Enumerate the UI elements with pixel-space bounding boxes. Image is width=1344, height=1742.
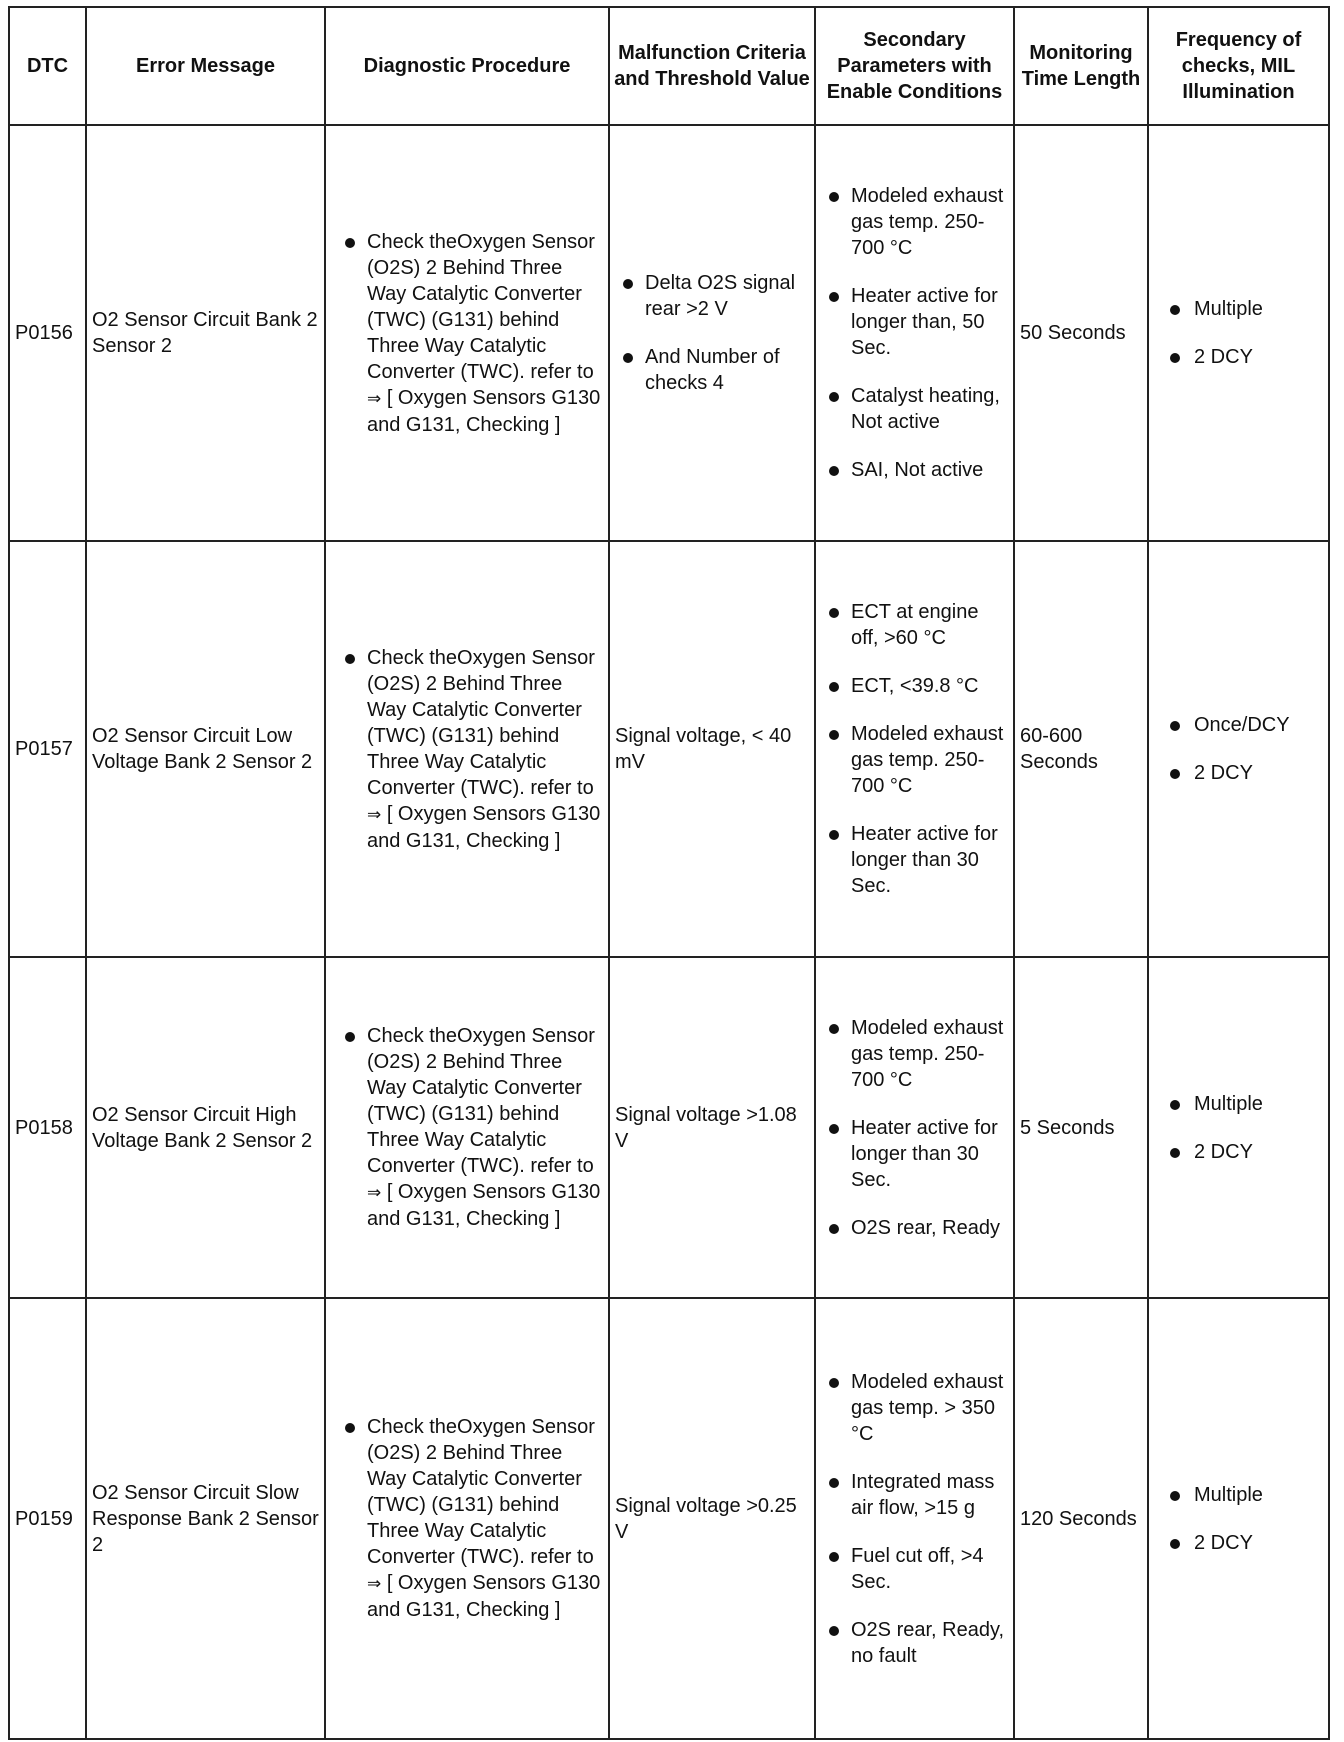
list-item	[331, 645, 603, 854]
secondary-parameters	[815, 1298, 1014, 1739]
malfunction-criteria: Signal voltage >0.25 V	[609, 1298, 815, 1739]
secondary-item: Modeled exhaust gas temp. 250-700 °C	[851, 185, 1004, 259]
procedure-link-text: [ Oxygen Sensors G130 and G131, Checking ]	[367, 1181, 601, 1230]
error-message: O2 Sensor Circuit Low Voltage Bank 2 Sensor 2	[86, 541, 325, 957]
secondary-item: Heater active for longer than 30 Sec.	[851, 823, 998, 897]
list-item	[821, 1015, 1008, 1093]
dtc-table	[8, 6, 1330, 1740]
list-item	[821, 1469, 1008, 1521]
secondary-item: Modeled exhaust gas temp. 250-700 °C	[851, 723, 1004, 797]
bullet-icon	[1170, 721, 1180, 731]
bullet-icon	[829, 192, 839, 202]
frequency	[1148, 541, 1329, 957]
bullet-icon	[1170, 1491, 1180, 1501]
header-monitoring-time: Monitoring Time Length	[1014, 7, 1148, 125]
secondary-item: Modeled exhaust gas temp. > 350 °C	[851, 1370, 1004, 1445]
arrow-icon: ⇒	[367, 388, 382, 409]
bullet-icon	[345, 1032, 355, 1042]
bullet-icon	[345, 654, 355, 664]
list-item	[821, 183, 1008, 261]
list-item	[821, 283, 1008, 361]
list-item	[1154, 296, 1323, 322]
bullet-icon	[1170, 305, 1180, 315]
frequency-item: 2 DCY	[1194, 762, 1253, 784]
malfunction-criteria: Signal voltage >1.08 V	[609, 957, 815, 1298]
list-item	[821, 821, 1008, 899]
bullet-icon	[829, 1478, 839, 1488]
secondary-item: O2S rear, Ready, no fault	[851, 1618, 1005, 1667]
frequency-item: 2 DCY	[1194, 1140, 1253, 1163]
bullet-icon	[1170, 1100, 1180, 1110]
secondary-item: ECT, <39.8 °C	[851, 675, 979, 697]
list-item	[1154, 1530, 1323, 1556]
diagnostic-procedure	[325, 125, 609, 541]
error-message: O2 Sensor Circuit Slow Response Bank 2 Sensor 2	[86, 1298, 325, 1739]
procedure-link-text: [ Oxygen Sensors G130 and G131, Checking ]	[367, 1572, 601, 1621]
bullet-icon	[829, 466, 839, 476]
list-item	[821, 673, 1008, 699]
dtc-code: P0156	[9, 125, 86, 541]
table-row	[9, 957, 1329, 1298]
secondary-item: ECT at engine off, >60 °C	[851, 601, 979, 649]
header-dtc: DTC	[9, 7, 86, 125]
secondary-parameters	[815, 541, 1014, 957]
procedure-text: Check theOxygen Sensor (O2S) 2 Behind Three Way Catalytic Converter (TWC) (G131) behind Three Way Catalytic Converter (TWC). refer to	[367, 1416, 595, 1568]
header-malfunction-criteria: Malfunction Criteria and Threshold Value	[609, 7, 815, 125]
bullet-icon	[829, 682, 839, 692]
arrow-icon: ⇒	[367, 1574, 382, 1594]
list-item	[821, 1543, 1008, 1595]
frequency	[1148, 957, 1329, 1298]
bullet-icon	[829, 1124, 839, 1134]
bullet-icon	[829, 830, 839, 840]
secondary-parameters	[815, 957, 1014, 1298]
procedure-link-text: [ Oxygen Sensors G130 and G131, Checking ]	[367, 386, 601, 436]
frequency-item: Multiple	[1194, 1483, 1263, 1506]
bullet-icon	[345, 1423, 355, 1433]
list-item	[1154, 1482, 1323, 1508]
list-item	[821, 383, 1008, 435]
monitoring-time: 120 Seconds	[1014, 1298, 1148, 1739]
procedure-text: Check theOxygen Sensor (O2S) 2 Behind Three Way Catalytic Converter (TWC) (G131) behind Three Way Catalytic Converter (TWC). refer to	[367, 646, 595, 799]
table-row	[9, 125, 1329, 541]
bullet-icon	[1170, 1539, 1180, 1549]
frequency-item: Once/DCY	[1194, 714, 1290, 736]
error-message: O2 Sensor Circuit Bank 2 Sensor 2	[86, 125, 325, 541]
secondary-item: Modeled exhaust gas temp. 250-700 °C	[851, 1016, 1004, 1091]
bullet-icon	[829, 730, 839, 740]
frequency	[1148, 125, 1329, 541]
bullet-icon	[1170, 1148, 1180, 1158]
dtc-code: P0157	[9, 541, 86, 957]
list-item	[331, 1414, 603, 1623]
secondary-item: Heater active for longer than, 50 Sec.	[851, 285, 998, 359]
list-item	[1154, 1139, 1323, 1165]
list-item	[1154, 760, 1323, 786]
list-item	[821, 457, 1008, 483]
dtc-code: P0159	[9, 1298, 86, 1739]
list-item	[615, 344, 809, 396]
arrow-icon: ⇒	[367, 804, 382, 825]
monitoring-time: 60-600 Seconds	[1014, 541, 1148, 957]
secondary-item: Integrated mass air flow, >15 g	[851, 1470, 995, 1519]
criteria-item: And Number of checks 4	[645, 346, 780, 394]
list-item	[821, 599, 1008, 651]
list-item	[1154, 712, 1323, 738]
bullet-icon	[829, 1224, 839, 1234]
dtc-code: P0158	[9, 957, 86, 1298]
bullet-icon	[345, 238, 355, 248]
frequency-item: 2 DCY	[1194, 346, 1253, 368]
bullet-icon	[1170, 769, 1180, 779]
list-item	[821, 1369, 1008, 1447]
frequency-item: Multiple	[1194, 1092, 1263, 1115]
frequency	[1148, 1298, 1329, 1739]
table-row	[9, 1298, 1329, 1739]
frequency-item: 2 DCY	[1194, 1531, 1253, 1554]
header-diagnostic-procedure: Diagnostic Procedure	[325, 7, 609, 125]
procedure-text: Check theOxygen Sensor (O2S) 2 Behind Three Way Catalytic Converter (TWC) (G131) behind Three Way Catalytic Converter (TWC). refer to	[367, 230, 595, 383]
bullet-icon	[829, 392, 839, 402]
malfunction-criteria	[609, 125, 815, 541]
secondary-item: Fuel cut off, >4 Sec.	[851, 1544, 984, 1593]
list-item	[331, 229, 603, 438]
list-item	[615, 270, 809, 322]
bullet-icon	[829, 1552, 839, 1562]
procedure-link-text: [ Oxygen Sensors G130 and G131, Checking ]	[367, 802, 601, 852]
header-frequency: Frequency of checks, MIL Illumination	[1148, 7, 1329, 125]
header-secondary-parameters: Secondary Parameters with Enable Conditions	[815, 7, 1014, 125]
monitoring-time: 50 Seconds	[1014, 125, 1148, 541]
diagnostic-procedure	[325, 1298, 609, 1739]
bullet-icon	[829, 608, 839, 618]
list-item	[331, 1023, 603, 1232]
table-row	[9, 541, 1329, 957]
monitoring-time: 5 Seconds	[1014, 957, 1148, 1298]
frequency-item: Multiple	[1194, 298, 1263, 320]
diagnostic-procedure	[325, 957, 609, 1298]
error-message: O2 Sensor Circuit High Voltage Bank 2 Sensor 2	[86, 957, 325, 1298]
list-item	[821, 1215, 1008, 1241]
list-item	[1154, 344, 1323, 370]
header-error-message: Error Message	[86, 7, 325, 125]
bullet-icon	[829, 1626, 839, 1636]
list-item	[821, 1115, 1008, 1193]
criteria-item: Delta O2S signal rear >2 V	[645, 272, 796, 320]
arrow-icon: ⇒	[367, 1183, 382, 1203]
secondary-item: Catalyst heating, Not active	[851, 385, 1000, 433]
bullet-icon	[829, 1378, 839, 1388]
bullet-icon	[1170, 353, 1180, 363]
secondary-item: SAI, Not active	[851, 459, 984, 481]
bullet-icon	[829, 1024, 839, 1034]
malfunction-criteria: Signal voltage, < 40 mV	[609, 541, 815, 957]
procedure-text: Check theOxygen Sensor (O2S) 2 Behind Three Way Catalytic Converter (TWC) (G131) behind Three Way Catalytic Converter (TWC). refer to	[367, 1025, 595, 1177]
bullet-icon	[623, 353, 633, 363]
secondary-item: Heater active for longer than 30 Sec.	[851, 1116, 998, 1191]
bullet-icon	[623, 279, 633, 289]
secondary-parameters	[815, 125, 1014, 541]
list-item	[821, 1617, 1008, 1669]
list-item	[821, 721, 1008, 799]
diagnostic-procedure	[325, 541, 609, 957]
list-item	[1154, 1091, 1323, 1117]
bullet-icon	[829, 292, 839, 302]
header-row	[9, 7, 1329, 125]
secondary-item: O2S rear, Ready	[851, 1216, 1000, 1239]
